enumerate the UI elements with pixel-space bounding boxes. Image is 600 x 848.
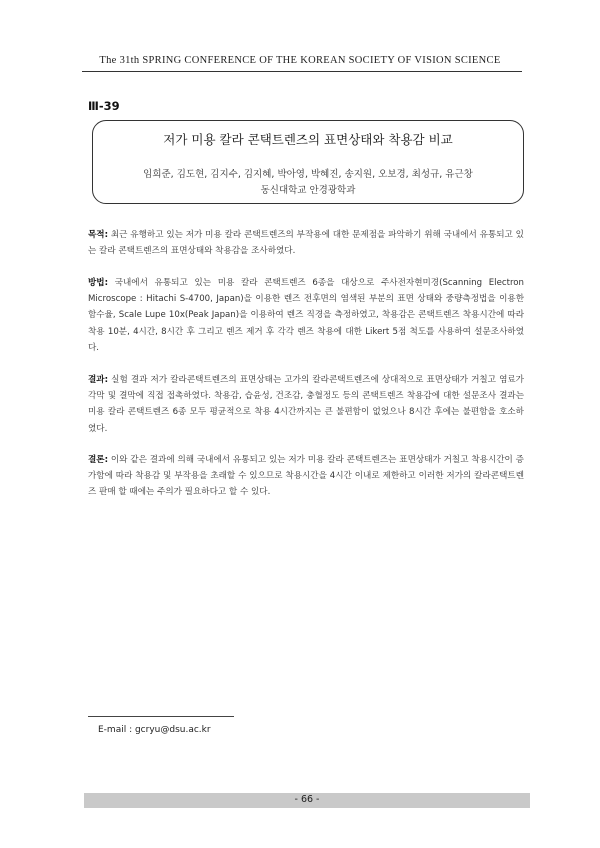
conclusion-text: 이와 같은 결과에 의해 국내에서 유통되고 있는 저가 미용 칼라 콘택트렌즈는 표면상태가 거칠고 착용시간이 증가함에 따라 착용감 및 부작용을 초래할 수 있으므로 착용시간을 4시간 이내로 제한하고 이러한 저가의 칼라콘택트렌즈 판매 할 때에는 주의가 필요하다고 할 수 있다.: [88, 455, 524, 498]
conclusion-label: 결론:: [88, 455, 109, 465]
affiliation: 동신대학교 안경광학과: [260, 185, 356, 196]
email-footnote: E-mail : gcryu@dsu.ac.kr: [98, 725, 211, 735]
footer-bar: [84, 793, 530, 808]
purpose-section: [88, 227, 524, 259]
result-label: 결과:: [88, 375, 109, 385]
method-text: 국내에서 유통되고 있는 미용 칼라 콘택트렌즈 6종을 대상으로 주사전자현미경(Scanning Electron Microscope : Hitachi S-4700, Japan)을 이용한 렌즈 전후면의 염색된 부분의 표면 상태와 중량측정법을 이용한 함수율, Scale Lupe 10x(Peak Japan)을 이용하여 렌즈 직경을 측정하였고, 착용감은 콘택트렌즈 착용시간에 따라 착용 10분, 4시간, 8시간 후 그리고 렌즈 제거 후 각각 렌즈 착용에 대한 Likert 5점 척도를 사용하여 설문조사하였다.: [88, 278, 524, 353]
purpose-label: 목적:: [88, 230, 109, 240]
author-list: 임희준, 김도현, 김지수, 김지혜, 박아영, 박혜진, 송지원, 오보경, 최성규, 유근창: [143, 169, 473, 180]
title-box: [92, 120, 524, 204]
conclusion-section: [88, 452, 524, 501]
page-number: - 66 -: [294, 794, 320, 805]
purpose-text: 최근 유행하고 있는 저가 미용 칼라 콘택트렌즈의 부작용에 대한 문제점을 파악하기 위해 국내에서 유통되고 있는 칼라 콘택트렌즈의 표면상태와 착용감을 조사하였다.: [88, 230, 524, 257]
method-section: [88, 275, 524, 356]
header-divider: [82, 71, 522, 72]
result-text: 실험 결과 저가 칼라콘택트렌즈의 표면상태는 고가의 칼라콘택트렌즈에 상대적으로 표면상태가 거칠고 염료가 각막 및 결막에 직접 접촉하였다. 착용감, 습윤성, 건조감, 충혈정도 등의 콘택트렌즈 착용감에 대한 설문조사 결과는 미용 칼라 콘택트렌즈 6종 모두 평균적으로 착용 4시간까지는 큰 불편함이 없었으나 8시간 후에는 불편함을 호소하였다.: [88, 375, 524, 434]
conference-header: The 31th SPRING CONFERENCE OF THE KOREAN SOCIETY OF VISION SCIENCE: [99, 55, 501, 66]
footnote-divider: [88, 716, 234, 717]
method-label: 방법:: [88, 278, 109, 288]
paper-code: Ⅲ-39: [88, 99, 120, 113]
paper-title: 저가 미용 칼라 콘택트렌즈의 표면상태와 착용감 비교: [163, 132, 453, 147]
result-section: [88, 372, 524, 437]
